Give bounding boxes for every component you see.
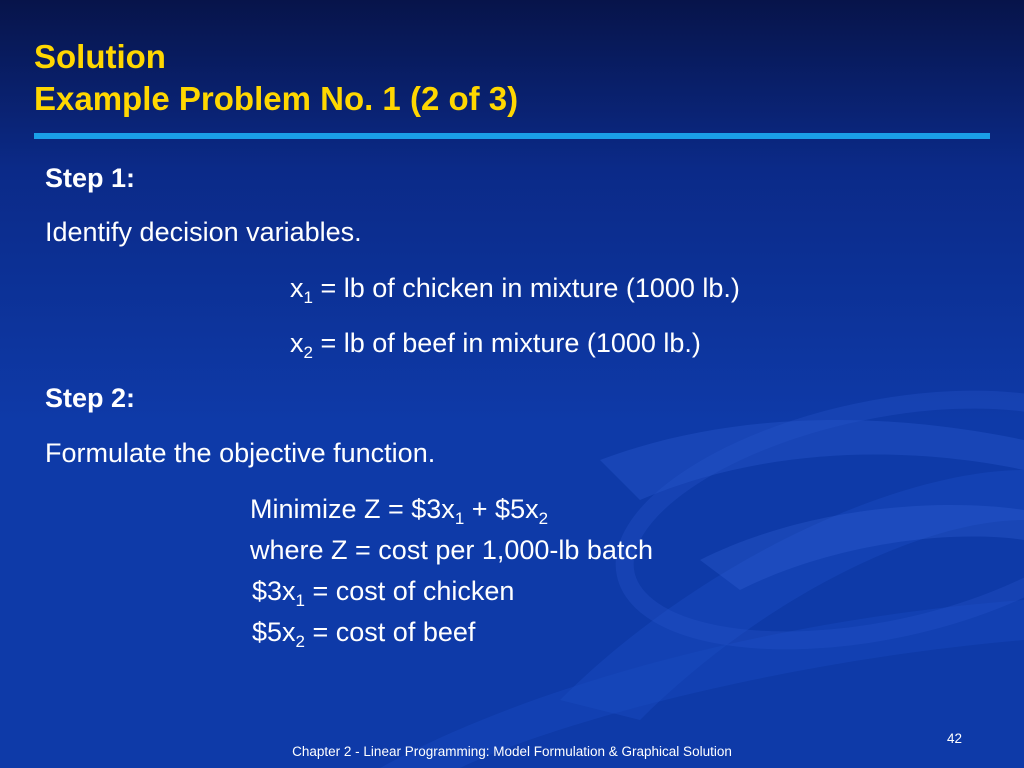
- beef-part-a: $5x: [252, 617, 296, 647]
- objective-part-a: Minimize Z = $3x: [250, 494, 455, 524]
- objective-subscript-2: 2: [538, 509, 549, 528]
- title-underline: [34, 133, 990, 139]
- beef-part-b: = cost of beef: [305, 617, 476, 647]
- chicken-part-a: $3x: [252, 576, 296, 606]
- beef-cost-definition: [252, 616, 476, 651]
- objective-function: [250, 493, 549, 528]
- swirl-band-2: [600, 420, 1024, 500]
- x1-text: = lb of chicken in mixture (1000 lb.): [312, 273, 740, 303]
- swirl-band-3: [380, 600, 1024, 768]
- x2-var: x: [290, 328, 304, 358]
- swirl-ring: [603, 358, 1024, 681]
- variable-x2-definition: [290, 327, 701, 362]
- step1-heading: Step 1:: [45, 163, 136, 193]
- step1-text: Identify decision variables.: [45, 217, 362, 247]
- page-number: 42: [946, 731, 962, 746]
- slide-title: [34, 36, 518, 120]
- swirl-band-4: [700, 505, 1024, 590]
- chicken-subscript: 1: [295, 591, 306, 610]
- step2-heading: Step 2:: [45, 383, 136, 413]
- chicken-part-b: = cost of chicken: [305, 576, 515, 606]
- objective-subscript-1: 1: [454, 509, 465, 528]
- beef-subscript: 2: [295, 632, 306, 651]
- x1-subscript: 1: [303, 288, 313, 307]
- objective-part-b: + $5x: [464, 494, 539, 524]
- x2-text: = lb of beef in mixture (1000 lb.): [312, 328, 701, 358]
- variable-x1-definition: [290, 272, 740, 307]
- where-z-definition: where Z = cost per 1,000-lb batch: [250, 535, 653, 565]
- title-line-2: Example Problem No. 1 (2 of 3): [34, 80, 519, 117]
- chicken-cost-definition: [252, 575, 515, 610]
- footer-text: Chapter 2 - Linear Programming: Model Formulation & Graphical Solution: [292, 744, 732, 759]
- step2-text: Formulate the objective function.: [45, 438, 436, 468]
- x1-var: x: [290, 273, 304, 303]
- x2-subscript: 2: [303, 343, 313, 362]
- swirl-band-1: [560, 470, 1024, 720]
- title-line-1: Solution: [34, 38, 166, 75]
